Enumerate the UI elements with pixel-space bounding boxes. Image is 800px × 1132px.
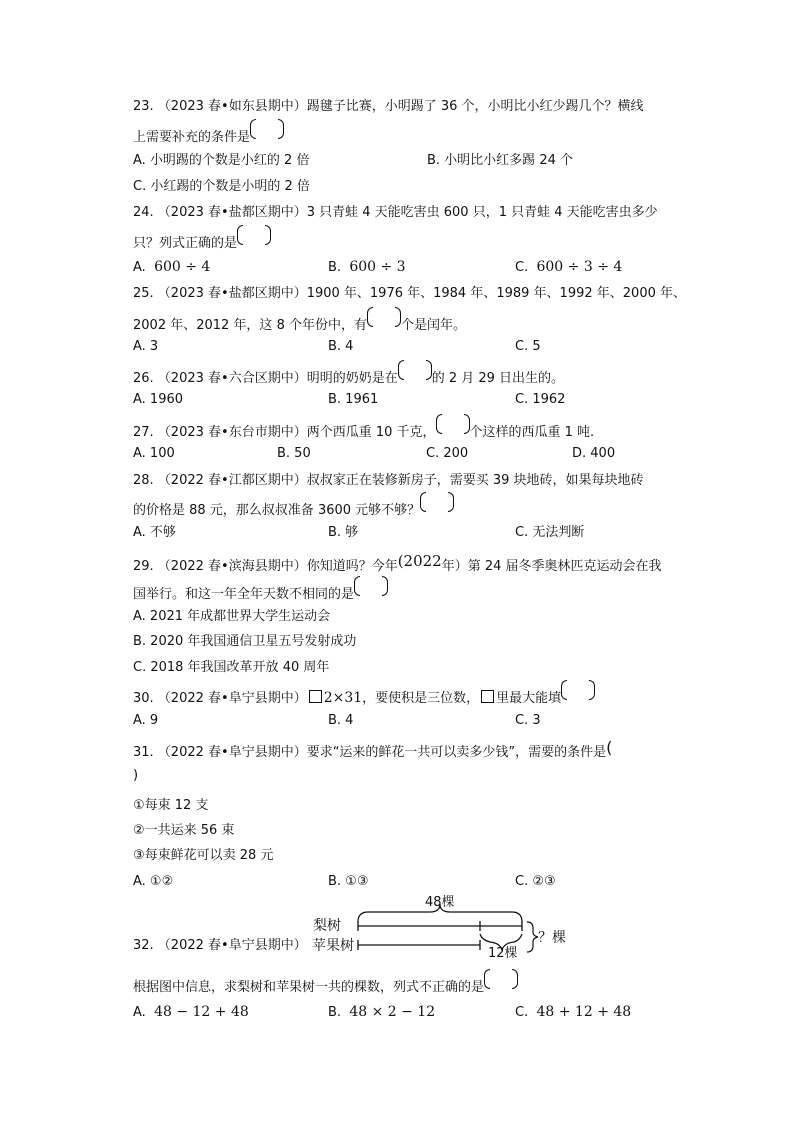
- q25-option-b[interactable]: B. 4: [328, 339, 354, 354]
- q28-stem-line2: 的价格是 88 元，那么叔叔准备 3600 元够不够？: [133, 498, 454, 520]
- q30-option-b[interactable]: B. 4: [328, 713, 354, 728]
- q29-option-c[interactable]: C. 2018 年我国改革开放 40 周年: [133, 660, 330, 675]
- q32-option-a-expression: 48 − 12 + 48: [154, 1004, 249, 1020]
- answer-blank[interactable]: [237, 231, 271, 247]
- q32-option-b-expression: 48 × 2 − 12: [349, 1004, 436, 1020]
- q32-option-c-expression: 48 + 12 + 48: [536, 1004, 632, 1020]
- answer-blank[interactable]: [484, 975, 518, 991]
- q26-option-b[interactable]: B. 1961: [328, 392, 379, 407]
- q26-stem: 26. （2023 春•六合区期中）明明的奶奶是在 的 2 月 29 日出生的。: [133, 366, 564, 388]
- row-label-apple: 苹果树: [312, 938, 354, 954]
- q28-option-a[interactable]: A. 不够: [133, 525, 176, 540]
- q23-stem-line2: 上需要补充的条件是: [133, 125, 284, 147]
- q25-option-c[interactable]: C. 5: [515, 339, 541, 354]
- q27-option-a[interactable]: A. 100: [133, 446, 175, 461]
- q27-option-d[interactable]: D. 400: [572, 446, 616, 461]
- blank-square: [481, 690, 494, 703]
- q31-condition-2: ②一共运来 56 束: [133, 823, 235, 838]
- q30-stem: 30. （2022 春•阜宁县期中） 2×31，要使积是三位数， 里最大能填: [133, 686, 595, 708]
- brace-12: [480, 934, 522, 950]
- q31-condition-1: ①每束 12 支: [133, 798, 209, 813]
- q32-option-a[interactable]: A. 48 − 12 + 48: [133, 1004, 249, 1020]
- q24-stem-line1: 24. （2023 春•盐都区期中）3 只青蛙 4 天能吃害虫 600 只，1 只青蛙 4 天能吃害虫多少: [133, 205, 658, 220]
- q23-option-b[interactable]: B. 小明比小红多踢 24 个: [427, 153, 573, 168]
- q31-option-a[interactable]: A. ①②: [133, 874, 174, 889]
- answer-blank[interactable]: [250, 125, 284, 141]
- q27-stem: 27. （2023 春•东台市期中）两个西瓜重 10 千克， 个这样的西瓜重 1 吨.: [133, 420, 594, 442]
- diagram-label-12: 12棵: [488, 946, 518, 961]
- q24-option-a-expression: 600 ÷ 4: [154, 259, 211, 275]
- q25-stem-line1: 25. （2023 春•盐都区期中）1900 年、1976 年、1984 年、1989 年、1992 年、2000 年、: [133, 286, 686, 301]
- q31-option-c[interactable]: C. ②③: [515, 874, 556, 889]
- brace-48: [358, 904, 522, 922]
- q31-stem-line1: 31. （2022 春•阜宁县期中）要求“运来的鲜花一共可以卖多少钱”，需要的条件是(: [133, 738, 613, 760]
- q32-option-b[interactable]: B. 48 × 2 − 12: [328, 1004, 436, 1020]
- q23-option-c[interactable]: C. 小红踢的个数是小明的 2 倍: [133, 179, 310, 194]
- diagram-label-48: 48棵: [425, 895, 455, 910]
- diagram-label-total: ？棵: [538, 930, 566, 946]
- q28-option-b[interactable]: B. 够: [328, 525, 359, 540]
- q26-option-a[interactable]: A. 1960: [133, 392, 184, 407]
- answer-blank[interactable]: [367, 313, 401, 329]
- open-paren: (: [606, 738, 613, 757]
- q27-option-b[interactable]: B. 50: [277, 446, 311, 461]
- q31-stem-line2: ): [133, 768, 139, 783]
- q26-option-c[interactable]: C. 1962: [515, 392, 566, 407]
- q30-expression: 2×31: [323, 690, 363, 706]
- q27-option-c[interactable]: C. 200: [426, 446, 469, 461]
- row-label-pear: 梨树: [313, 918, 341, 934]
- blank-square: [309, 690, 322, 703]
- q28-stem-line1: 28. （2022 春•江都区期中）叔叔家正在装修新房子，需要买 39 块地砖，如果每块地砖: [133, 473, 644, 488]
- q25-stem-line2: 2002 年、2012 年，这 8 个年份中，有 个是闰年。: [133, 313, 466, 335]
- q23-option-a[interactable]: A. 小明踢的个数是小红的 2 倍: [133, 153, 310, 168]
- q24-option-b[interactable]: B. 600 ÷ 3: [328, 259, 406, 275]
- q29-year: (2022: [397, 552, 442, 570]
- q30-option-a[interactable]: A. 9: [133, 713, 159, 728]
- q24-option-c[interactable]: C. 600 ÷ 3 ÷ 4: [515, 259, 623, 275]
- q24-stem-line2: 只？列式正确的是: [133, 231, 271, 253]
- q30-option-c[interactable]: C. 3: [515, 713, 541, 728]
- q24-option-c-expression: 600 ÷ 3 ÷ 4: [536, 259, 623, 275]
- q24-option-a[interactable]: A. 600 ÷ 4: [133, 259, 211, 275]
- q29-option-b[interactable]: B. 2020 年我国通信卫星五号发射成功: [133, 634, 357, 649]
- answer-blank[interactable]: [561, 686, 595, 702]
- q32-stem-line1: 32. （2022 春•阜宁县期中）: [133, 938, 307, 953]
- q25-option-a[interactable]: A. 3: [133, 339, 159, 354]
- q29-stem-line1: 29. （2022 春•滨海县期中）你知道吗？今年(2022年）第 24 届冬季奥林匹克运动会在我: [133, 552, 662, 574]
- q24-option-b-expression: 600 ÷ 3: [349, 259, 406, 275]
- answer-blank[interactable]: [420, 498, 454, 514]
- q31-condition-3: ③每束鲜花可以卖 28 元: [133, 848, 274, 863]
- q23-stem-line1: 23. （2023 春•如东县期中）踢毽子比赛，小明踢了 36 个，小明比小红少踢几个？横线: [133, 99, 644, 114]
- q29-stem-line2: 国举行。和这一年全年天数不相同的是: [133, 582, 388, 604]
- brace-total: [527, 922, 538, 952]
- answer-blank[interactable]: [436, 420, 470, 436]
- q29-option-a[interactable]: A. 2021 年成都世界大学生运动会: [133, 609, 331, 624]
- q28-option-c[interactable]: C. 无法判断: [515, 525, 585, 540]
- answer-blank[interactable]: [354, 582, 388, 598]
- q32-option-c[interactable]: C. 48 + 12 + 48: [515, 1004, 632, 1020]
- answer-blank[interactable]: [398, 366, 432, 382]
- q32-stem-line2: 根据图中信息，求梨树和苹果树一共的棵数，列式不正确的是: [133, 975, 518, 997]
- q31-option-b[interactable]: B. ①③: [328, 874, 369, 889]
